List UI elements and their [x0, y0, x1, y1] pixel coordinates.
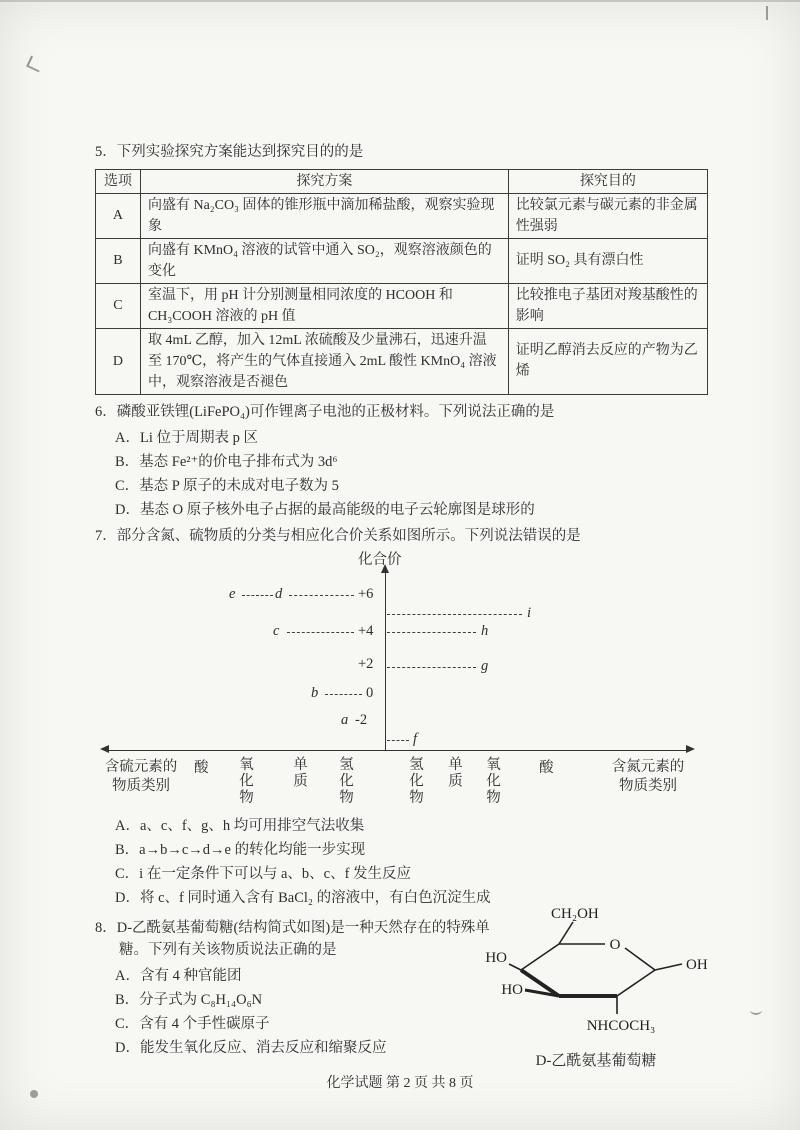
point-b: b	[311, 685, 319, 702]
y-axis-title: 化合价	[358, 552, 402, 569]
option-d: D．能发生氧化反应、消去反应和缩聚反应	[115, 1039, 387, 1056]
point-d: d	[275, 586, 283, 603]
sulfur-category-label	[95, 758, 187, 796]
row-c-plan: 室温下，用 pH 计分别测量相同浓度的 HCOOH 和 CH₃COOH 溶液的 pH 值	[140, 283, 508, 328]
option-c: C．基态 P 原子的未成对电子数为 5	[115, 477, 339, 494]
molecule-diagram	[479, 902, 714, 1042]
dash-axis-h	[387, 632, 476, 633]
scan-artifact	[766, 6, 768, 20]
option-c: C．i 在一定条件下可以与 a、b、c、f 发生反应	[115, 866, 412, 883]
point-a: a	[341, 712, 349, 729]
nitrogen-label-line1: 含氮元素的	[611, 759, 685, 776]
ring-oxygen-label: O	[609, 937, 620, 954]
row-b-purpose: 证明 SO₂ 具有漂白性	[508, 238, 707, 283]
category-acid-left: 酸	[194, 760, 209, 777]
option-c: C．含有 4 个手性碳原子	[115, 1015, 270, 1032]
dash-c-axis	[287, 632, 354, 633]
point-c: c	[273, 623, 280, 640]
category-oxide-right: 氧化物	[484, 756, 500, 806]
scan-edge	[0, 0, 800, 2]
option-a: A．a、c、f、g、h 均可用排空气法收集	[115, 818, 365, 835]
table-header-purpose: 探究目的	[508, 169, 707, 193]
dash-axis-g	[387, 667, 476, 668]
y-axis-line	[385, 566, 386, 750]
row-c-purpose: 比较推电子基团对羧基酸性的影响	[508, 283, 707, 328]
x-axis-right-arrow-icon	[686, 745, 695, 753]
table-header-option: 选项	[96, 169, 141, 193]
row-b-option: B	[96, 238, 141, 283]
oh-label: OH	[685, 957, 708, 974]
valence-classification-diagram	[95, 550, 713, 812]
category-oxide-left: 氧化物	[237, 756, 253, 806]
dash-e-d	[242, 595, 273, 596]
table-row	[96, 328, 708, 394]
table-header-row	[96, 169, 708, 193]
option-a: A．含有 4 种官能团	[115, 967, 242, 984]
tick-plus6: +6	[358, 586, 374, 603]
row-a-plan: 向盛有 Na₂CO₃ 固体的锥形瓶中滴加稀盐酸，观察实验现象	[140, 193, 508, 238]
tick-plus2: +2	[358, 656, 374, 673]
question-8-stem: 8．D-乙酰氨基葡萄糖(结构简式如图)是一种天然存在的特殊单糖。下列有关该物质说法正确的是	[95, 920, 490, 958]
category-hydride-left: 氢化物	[337, 756, 353, 806]
ho-upper-label: HO	[484, 950, 507, 967]
scan-artifact	[26, 56, 44, 73]
question-6-stem: 6．磷酸亚铁锂(LiFePO₄)可作锂离子电池的正极材料。下列说法正确的是	[95, 403, 555, 420]
point-f: f	[413, 731, 418, 748]
category-acid-right: 酸	[539, 760, 554, 777]
option-d: D．将 c、f 同时通入含有 BaCl₂ 的溶液中，有白色沉淀生成	[115, 890, 491, 907]
x-axis-left-arrow-icon	[100, 745, 109, 753]
table-row	[96, 193, 708, 238]
page-footer: 化学试题 第 2 页 共 8 页	[326, 1076, 474, 1091]
table-header-plan: 探究方案	[140, 169, 508, 193]
question-6-options	[95, 426, 713, 522]
sulfur-label-line2: 物质类别	[112, 778, 170, 795]
category-element-left: 单质	[291, 756, 307, 790]
question-8-block	[95, 906, 713, 1090]
dash-d-axis	[289, 595, 354, 596]
dash-axis-f	[387, 740, 409, 741]
option-b: B．分子式为 C₈H₁₄O₆N	[115, 991, 263, 1008]
row-b-plan: 向盛有 KMnO₄ 溶液的试管中通入 SO₂，观察溶液颜色的变化	[140, 238, 508, 283]
option-d: D．基态 O 原子核外电子占据的最高能级的电子云轮廓图是球形的	[115, 501, 535, 518]
nitrogen-category-label	[587, 758, 709, 796]
tick-minus2: -2	[355, 712, 368, 729]
point-h: h	[481, 623, 489, 640]
option-a: A．Li 位于周期表 p 区	[115, 429, 258, 446]
question-5-stem: 5．下列实验探究方案能达到探究目的的是	[95, 144, 364, 160]
dash-b-axis	[325, 694, 362, 695]
question-7-options	[95, 814, 713, 910]
sulfur-label-line1: 含硫元素的	[104, 759, 178, 776]
row-a-purpose: 比较氯元素与碳元素的非金属性强弱	[508, 193, 707, 238]
nitrogen-label-line2: 物质类别	[619, 778, 677, 795]
row-c-option: C	[96, 283, 141, 328]
tick-plus4: +4	[358, 623, 374, 640]
molecule-caption: D-乙酰氨基葡萄糖	[535, 1053, 657, 1069]
point-i: i	[527, 605, 532, 622]
option-b: B．a→b→c→d→e 的转化均能一步实现	[115, 842, 366, 859]
ch2oh-label: CH₂OH	[550, 906, 599, 923]
ho-lower-label: HO	[500, 982, 523, 999]
row-d-purpose: 证明乙醇消去反应的产物为乙烯	[508, 328, 707, 394]
category-hydride-right: 氢化物	[407, 756, 423, 806]
x-axis-line	[109, 750, 687, 751]
tick-zero: 0	[366, 685, 374, 702]
point-e: e	[229, 586, 236, 603]
option-b: B．基态 Fe²⁺的价电子排布式为 3d⁶	[115, 453, 338, 470]
question-5-table	[95, 169, 708, 395]
question-7-stem: 7．部分含氮、硫物质的分类与相应化合价关系如图所示。下列说法错误的是	[95, 527, 581, 544]
table-row	[96, 238, 708, 283]
scan-artifact	[750, 1005, 762, 1015]
row-d-plan: 取 4mL 乙醇，加入 12mL 浓硫酸及少量沸石，迅速升温至 170℃，将产生的气体直接通入 2mL 酸性 KMnO₄ 溶液中，观察溶液是否褪色	[140, 328, 508, 394]
point-g: g	[481, 658, 489, 675]
exam-content	[95, 142, 713, 1090]
nhcoch3-label: NHCOCH₃	[586, 1018, 655, 1035]
dash-axis-i	[387, 614, 522, 615]
table-row	[96, 283, 708, 328]
glucosamine-structure	[471, 902, 721, 1072]
row-d-option: D	[96, 328, 141, 394]
category-element-right: 单质	[446, 756, 462, 790]
row-a-option: A	[96, 193, 141, 238]
question-8-options	[95, 964, 499, 1060]
